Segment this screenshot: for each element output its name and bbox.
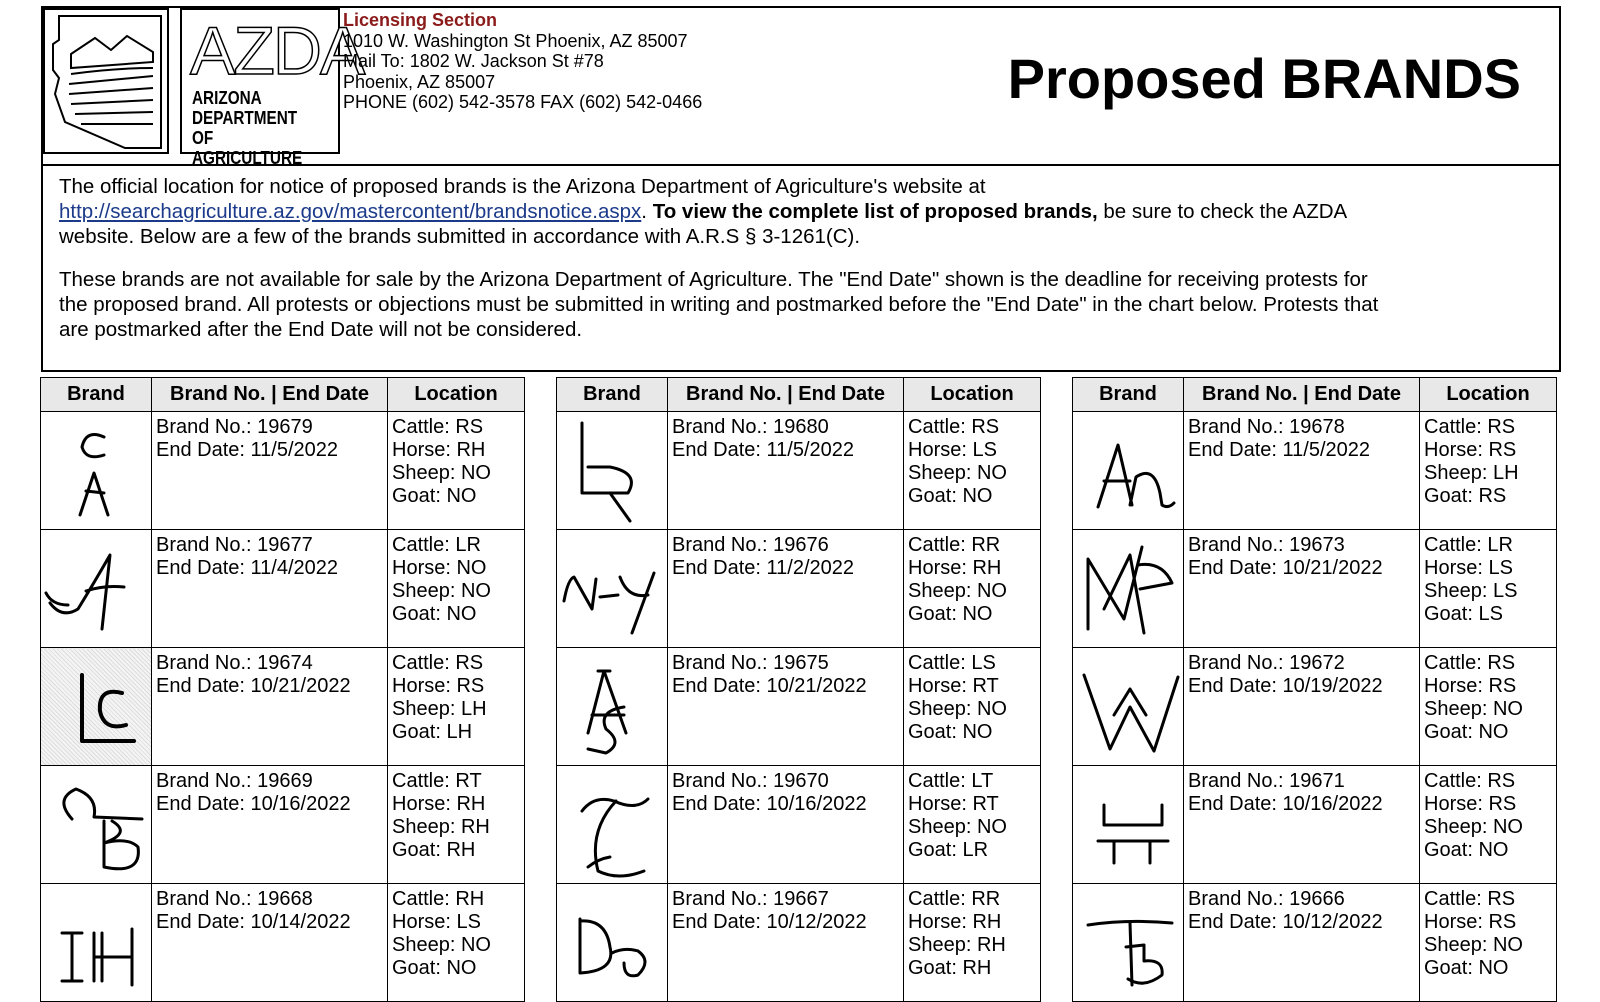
brand-image-cell	[1073, 530, 1184, 648]
brand-image-cell	[41, 766, 152, 884]
brand-number: Brand No.: 19676	[672, 534, 829, 556]
goat-location: Goat: NO	[392, 485, 477, 507]
location-column-header: Location	[1420, 378, 1557, 412]
cattle-location: Cattle: LR	[392, 534, 481, 556]
horse-location: Horse: LS	[908, 439, 997, 461]
sheep-location: Sheep: NO	[1424, 698, 1523, 720]
azda-logo-letters: AZDA	[190, 13, 364, 89]
brand-image-cell	[557, 766, 668, 884]
location-cell	[388, 648, 525, 766]
brand-column-header: Brand	[41, 378, 152, 412]
cattle-location: Cattle: RR	[908, 534, 1001, 556]
table-row	[41, 648, 525, 766]
table-row	[557, 884, 1041, 1002]
brand-image-cell	[41, 884, 152, 1002]
brand-number-date-cell	[668, 648, 904, 766]
notice-text: are postmarked after the End Date will not be considered.	[59, 318, 583, 341]
table-header-row	[557, 378, 1041, 412]
brand-glyph-image	[42, 535, 150, 643]
cattle-location: Cattle: RT	[392, 770, 482, 792]
brand-number: Brand No.: 19669	[156, 770, 313, 792]
goat-location: Goat: NO	[1424, 957, 1509, 979]
brand-glyph-image	[558, 889, 666, 997]
sheep-location: Sheep: LS	[1424, 580, 1518, 602]
brand-glyph-image	[1074, 417, 1182, 525]
address-line: Phoenix, AZ 85007	[343, 71, 496, 92]
goat-location: Goat: RH	[908, 957, 992, 979]
table-row	[557, 412, 1041, 530]
table-row	[1073, 648, 1557, 766]
brand-glyph-image	[1074, 535, 1182, 643]
brand-glyph-image	[42, 653, 150, 761]
address-line: 1010 W. Washington St Phoenix, AZ 85007	[343, 30, 688, 51]
location-cell	[1420, 648, 1557, 766]
arizona-map-icon	[45, 10, 167, 152]
brand-number: Brand No.: 19675	[672, 652, 829, 674]
brand-image-cell	[1073, 412, 1184, 530]
end-date: End Date: 10/16/2022	[672, 793, 867, 815]
notice-text: The official location for notice of proposed brands is the Arizona Department of Agriculture's website at	[59, 175, 986, 198]
brand-number: Brand No.: 19673	[1188, 534, 1345, 556]
brand-glyph-image	[1074, 889, 1182, 997]
brand-column-header: Brand	[557, 378, 668, 412]
brand-image-cell	[41, 530, 152, 648]
end-date: End Date: 11/5/2022	[672, 439, 854, 461]
brands-table-1	[40, 377, 525, 1002]
arizona-state-logo	[43, 8, 169, 154]
table-row	[41, 766, 525, 884]
location-cell	[388, 530, 525, 648]
address-line: Mail To: 1802 W. Jackson St #78	[343, 51, 604, 71]
azda-logo-caption	[192, 88, 316, 168]
brand-image-cell	[1073, 884, 1184, 1002]
brand-number: Brand No.: 19670	[672, 770, 829, 792]
cattle-location: Cattle: RS	[1424, 416, 1516, 438]
goat-location: Goat: NO	[1424, 721, 1509, 743]
sheep-location: Sheep: NO	[908, 462, 1007, 484]
sheep-location: Sheep: LH	[1424, 462, 1519, 484]
brand-number-date-cell	[152, 412, 388, 530]
brand-image-cell	[41, 648, 152, 766]
brand-number: Brand No.: 19671	[1188, 770, 1345, 792]
end-date: End Date: 11/5/2022	[1188, 439, 1370, 461]
location-column-header: Location	[388, 378, 525, 412]
goat-location: Goat: LS	[1424, 603, 1503, 625]
goat-location: Goat: NO	[392, 603, 477, 625]
brand-number-date-cell	[1184, 766, 1420, 884]
brand-number: Brand No.: 19666	[1188, 888, 1345, 910]
brand-number-date-cell	[668, 530, 904, 648]
brand-number-date-cell	[152, 648, 388, 766]
location-cell	[1420, 412, 1557, 530]
document-header	[41, 6, 1561, 166]
goat-location: Goat: NO	[392, 957, 477, 979]
horse-location: Horse: LS	[1424, 557, 1513, 579]
table-header-row	[41, 378, 525, 412]
notice-paragraph-1	[59, 174, 1543, 249]
brand-number-date-cell	[152, 766, 388, 884]
location-cell	[1420, 530, 1557, 648]
horse-location: Horse: NO	[392, 557, 487, 579]
brand-glyph-image	[558, 417, 666, 525]
brand-number: Brand No.: 19678	[1188, 416, 1345, 438]
horse-location: Horse: RH	[392, 439, 486, 461]
sheep-location: Sheep: NO	[392, 934, 491, 956]
table-row	[1073, 530, 1557, 648]
sheep-location: Sheep: RH	[908, 934, 1006, 956]
brand-number: Brand No.: 19674	[156, 652, 313, 674]
contact-address	[343, 10, 702, 113]
section-name: Licensing Section	[343, 10, 498, 30]
goat-location: Goat: NO	[908, 603, 993, 625]
location-cell	[1420, 766, 1557, 884]
sheep-location: Sheep: NO	[908, 580, 1007, 602]
table-row	[41, 530, 525, 648]
brand-glyph-image	[1074, 771, 1182, 879]
cattle-location: Cattle: RR	[908, 888, 1001, 910]
logo-line: OF AGRICULTURE	[192, 128, 303, 168]
horse-location: Horse: RS	[1424, 439, 1517, 461]
horse-location: Horse: RH	[908, 911, 1002, 933]
horse-location: Horse: RS	[1424, 793, 1517, 815]
location-cell	[388, 412, 525, 530]
brand-number-date-cell	[152, 884, 388, 1002]
brand-image-cell	[41, 412, 152, 530]
table-row	[557, 530, 1041, 648]
sheep-location: Sheep: NO	[908, 816, 1007, 838]
brand-glyph-image	[42, 417, 150, 525]
end-date: End Date: 10/21/2022	[1188, 557, 1383, 579]
phone-fax-line: PHONE (602) 542-3578 FAX (602) 542-0466	[343, 92, 703, 112]
brand-glyph-image	[558, 771, 666, 879]
end-date: End Date: 10/16/2022	[1188, 793, 1383, 815]
end-date: End Date: 10/12/2022	[672, 911, 867, 933]
end-date: End Date: 10/21/2022	[672, 675, 867, 697]
table-row	[41, 884, 525, 1002]
table-row	[557, 766, 1041, 884]
brand-glyph-image	[558, 535, 666, 643]
goat-location: Goat: RS	[1424, 485, 1507, 507]
cattle-location: Cattle: RS	[392, 652, 484, 674]
sheep-location: Sheep: NO	[908, 698, 1007, 720]
notice-text: These brands are not available for sale by the Arizona Department of Agriculture. The "End Date" shown is the deadline for receiving protests for	[59, 268, 1368, 291]
cattle-location: Cattle: RS	[1424, 770, 1516, 792]
brand-image-cell	[557, 884, 668, 1002]
number-date-column-header: Brand No. | End Date	[668, 378, 904, 412]
table-row	[1073, 766, 1557, 884]
brand-number: Brand No.: 19677	[156, 534, 313, 556]
logo-line: DEPARTMENT	[192, 108, 298, 128]
cattle-location: Cattle: LR	[1424, 534, 1513, 556]
end-date: End Date: 10/12/2022	[1188, 911, 1383, 933]
number-date-column-header: Brand No. | End Date	[1184, 378, 1420, 412]
sheep-location: Sheep: NO	[1424, 934, 1523, 956]
end-date: End Date: 10/21/2022	[156, 675, 351, 697]
brand-number-date-cell	[668, 766, 904, 884]
cattle-location: Cattle: RH	[392, 888, 485, 910]
brand-number: Brand No.: 19679	[156, 416, 313, 438]
brand-glyph-image	[1074, 653, 1182, 761]
cattle-location: Cattle: RS	[1424, 652, 1516, 674]
goat-location: Goat: LR	[908, 839, 989, 861]
horse-location: Horse: RS	[1424, 675, 1517, 697]
location-cell	[904, 884, 1041, 1002]
brand-column-header: Brand	[1073, 378, 1184, 412]
brands-notice-link[interactable]: http://searchagriculture.az.gov/mastercontent/brandsnotice.aspx	[59, 200, 642, 223]
location-cell	[388, 884, 525, 1002]
location-cell	[904, 648, 1041, 766]
horse-location: Horse: LS	[392, 911, 481, 933]
sheep-location: Sheep: NO	[392, 580, 491, 602]
horse-location: Horse: RT	[908, 675, 999, 697]
goat-location: Goat: NO	[1424, 839, 1509, 861]
brand-image-cell	[557, 412, 668, 530]
goat-location: Goat: NO	[908, 485, 993, 507]
brand-number-date-cell	[152, 530, 388, 648]
cattle-location: Cattle: LT	[908, 770, 994, 792]
location-column-header: Location	[904, 378, 1041, 412]
sheep-location: Sheep: NO	[392, 462, 491, 484]
cattle-location: Cattle: RS	[1424, 888, 1516, 910]
brand-image-cell	[1073, 648, 1184, 766]
location-cell	[1420, 884, 1557, 1002]
brand-image-cell	[557, 530, 668, 648]
brands-table-2	[556, 377, 1041, 1002]
location-cell	[904, 530, 1041, 648]
end-date: End Date: 11/5/2022	[156, 439, 338, 461]
end-date: End Date: 10/19/2022	[1188, 675, 1383, 697]
location-cell	[904, 412, 1041, 530]
brand-number: Brand No.: 19672	[1188, 652, 1345, 674]
brand-number-date-cell	[668, 884, 904, 1002]
brand-number: Brand No.: 19668	[156, 888, 313, 910]
table-row	[1073, 884, 1557, 1002]
notice-text: .	[641, 200, 653, 223]
end-date: End Date: 11/2/2022	[672, 557, 854, 579]
number-date-column-header: Brand No. | End Date	[152, 378, 388, 412]
horse-location: Horse: RS	[1424, 911, 1517, 933]
location-cell	[388, 766, 525, 884]
brand-number: Brand No.: 19680	[672, 416, 829, 438]
goat-location: Goat: RH	[392, 839, 476, 861]
notice-text: website. Below are a few of the brands submitted in accordance with A.R.S § 3-1261(C).	[59, 225, 861, 248]
brand-number-date-cell	[1184, 648, 1420, 766]
brand-image-cell	[557, 648, 668, 766]
location-cell	[904, 766, 1041, 884]
horse-location: Horse: RH	[392, 793, 486, 815]
cattle-location: Cattle: RS	[392, 416, 484, 438]
brand-number: Brand No.: 19667	[672, 888, 829, 910]
cattle-location: Cattle: RS	[908, 416, 1000, 438]
table-row	[1073, 412, 1557, 530]
end-date: End Date: 10/14/2022	[156, 911, 351, 933]
sheep-location: Sheep: LH	[392, 698, 487, 720]
sheep-location: Sheep: NO	[1424, 816, 1523, 838]
end-date: End Date: 11/4/2022	[156, 557, 338, 579]
sheep-location: Sheep: RH	[392, 816, 490, 838]
brands-table-3	[1072, 377, 1557, 1002]
page-title: Proposed BRANDS	[1007, 47, 1521, 110]
brand-number-date-cell	[1184, 530, 1420, 648]
goat-location: Goat: NO	[908, 721, 993, 743]
brand-glyph-image	[42, 889, 150, 997]
brand-number-date-cell	[668, 412, 904, 530]
horse-location: Horse: RT	[908, 793, 999, 815]
goat-location: Goat: LH	[392, 721, 473, 743]
notice-paragraph-2	[59, 267, 1543, 342]
brand-number-date-cell	[1184, 884, 1420, 1002]
azda-logo	[180, 8, 364, 168]
notice-text: the proposed brand. All protests or objections must be submitted in writing and postmarked before the "End Date" in the chart below. Protests that	[59, 293, 1379, 316]
horse-location: Horse: RS	[392, 675, 485, 697]
notice-box	[41, 166, 1561, 372]
table-header-row	[1073, 378, 1557, 412]
cattle-location: Cattle: LS	[908, 652, 996, 674]
table-row	[41, 412, 525, 530]
notice-bold-text: To view the complete list of proposed brands,	[652, 200, 1098, 223]
horse-location: Horse: RH	[908, 557, 1002, 579]
end-date: End Date: 10/16/2022	[156, 793, 351, 815]
brand-number-date-cell	[1184, 412, 1420, 530]
brand-glyph-image	[42, 771, 150, 879]
brand-glyph-image	[558, 653, 666, 761]
brand-image-cell	[1073, 766, 1184, 884]
notice-text: be sure to check the AZDA	[1097, 200, 1348, 223]
table-row	[557, 648, 1041, 766]
logo-line: ARIZONA	[192, 88, 262, 108]
